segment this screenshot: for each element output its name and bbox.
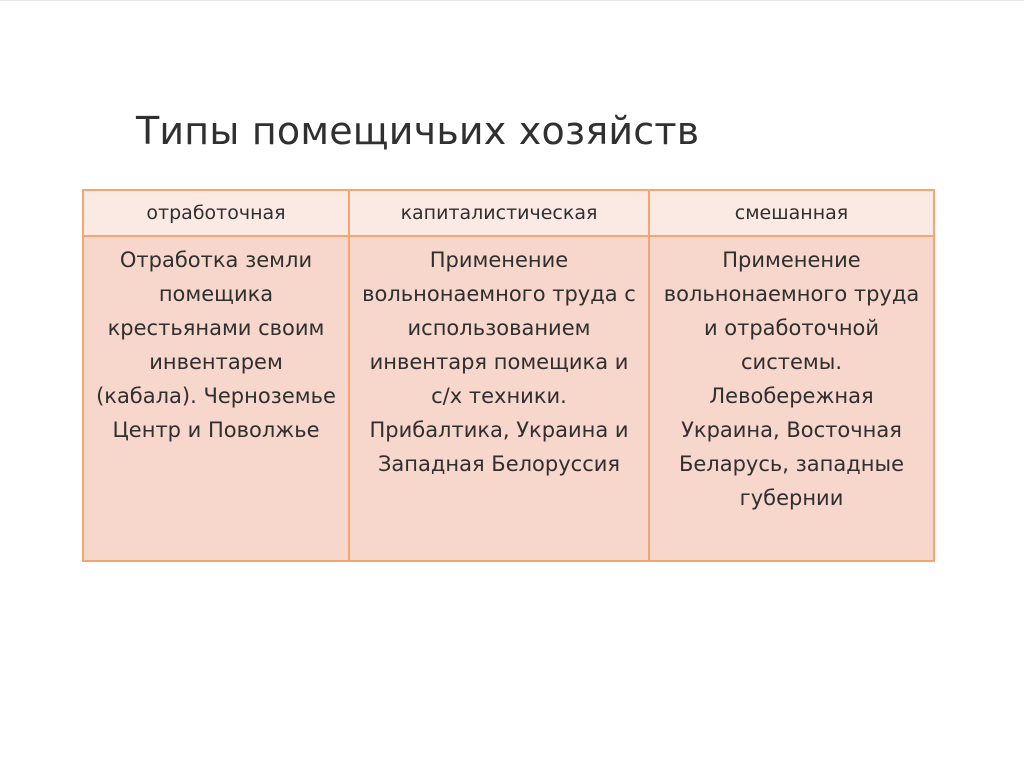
cell-mixed: Применение вольнонаемного труда и отработочной системы. Левобережная Украина, Восточная Беларусь, западные губернии <box>649 236 934 561</box>
estate-types-table <box>82 189 935 562</box>
table-row <box>83 236 934 561</box>
header-cell-mixed: смешанная <box>649 190 934 236</box>
header-cell-labor-rent: отработочная <box>83 190 349 236</box>
cell-labor-rent: Отработка земли помещика крестьянами своим инвентарем (кабала). Черноземье Центр и Поволжье <box>83 236 349 561</box>
header-cell-capitalist: капиталистическая <box>349 190 649 236</box>
table-header-row <box>83 190 934 236</box>
slide-title: Типы помещичьих хозяйств <box>136 109 700 153</box>
cell-capitalist: Применение вольнонаемного труда с использованием инвентаря помещика и с/х техники. Прибалтика, Украина и Западная Белоруссия <box>349 236 649 561</box>
